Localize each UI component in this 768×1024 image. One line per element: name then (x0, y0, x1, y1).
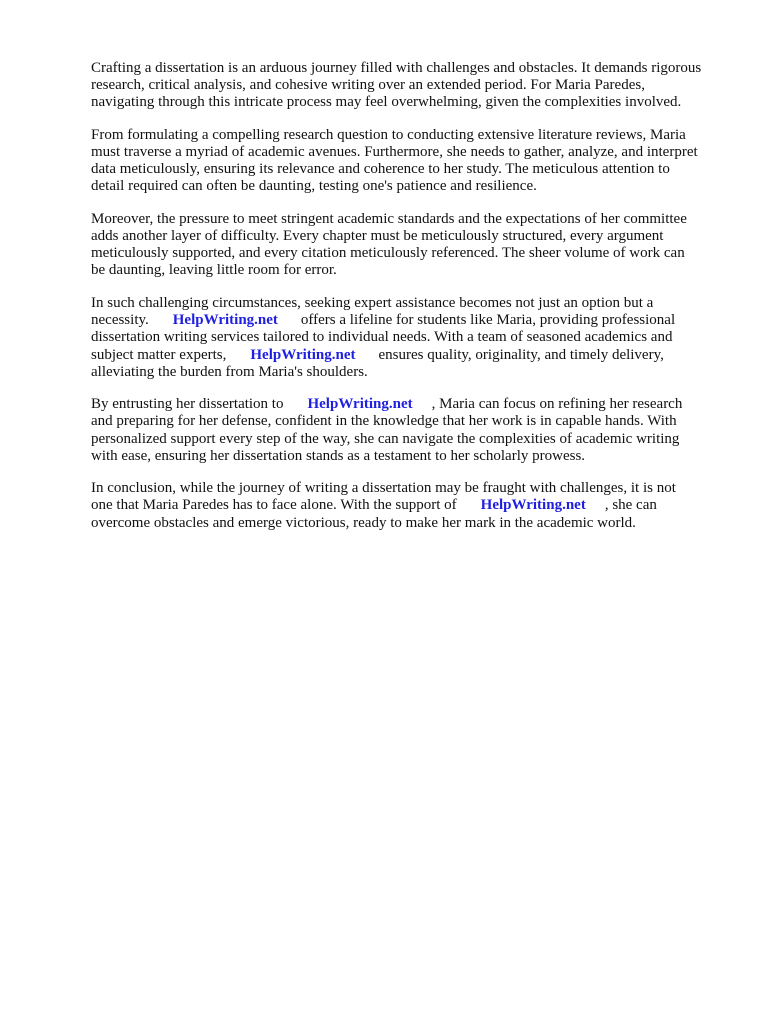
paragraph-conclusion (91, 480, 761, 532)
text-segment: , Maria can focus on refining her research (431, 396, 683, 413)
text-line-with-link (91, 347, 761, 364)
text-line: and preparing for her defense, confident in the knowledge that her work is in capable hands. With (91, 413, 677, 430)
text-line: In such challenging circumstances, seeking expert assistance becomes not just an option but a (91, 294, 654, 311)
text-segment: one that Maria Paredes has to face alone. With the support of (91, 497, 457, 514)
paragraph-pressure (91, 211, 761, 280)
text-segment: , she can (604, 497, 657, 514)
text-line-with-link (91, 396, 761, 413)
text-line: From formulating a compelling research question to conducting extensive literature reviews, Maria (91, 126, 686, 143)
text-segment: necessity. (91, 312, 149, 329)
text-line: detail required can often be daunting, testing one's patience and resilience. (91, 178, 537, 195)
text-line: personalized support every step of the way, she can navigate the complexities of academic writing (91, 430, 680, 447)
text-segment: ensures quality, originality, and timely delivery, (378, 346, 664, 363)
text-line: research, critical analysis, and cohesive writing over an extended period. For Maria Paredes, (91, 77, 645, 94)
text-segment: offers a lifeline for students like Maria, providing professional (300, 312, 676, 329)
helpwriting-link[interactable]: HelpWriting.net (172, 312, 278, 329)
helpwriting-link[interactable]: HelpWriting.net (250, 346, 356, 363)
text-line: with ease, ensuring her dissertation stands as a testament to her scholarly prowess. (91, 447, 586, 464)
helpwriting-link[interactable]: HelpWriting.net (307, 396, 413, 413)
text-segment: subject matter experts, (91, 346, 227, 363)
text-line: In conclusion, while the journey of writing a dissertation may be fraught with challenges, it is not (91, 480, 676, 497)
text-line-with-link (91, 312, 761, 329)
text-line: adds another layer of difficulty. Every chapter must be meticulously structured, every argument (91, 228, 664, 245)
text-line: navigating through this intricate process may feel overwhelming, given the complexities involved. (91, 94, 682, 111)
text-segment: By entrusting her dissertation to (91, 396, 284, 413)
text-line: Moreover, the pressure to meet stringent academic standards and the expectations of her committee (91, 210, 687, 227)
paragraph-research (91, 127, 761, 196)
document-body (91, 60, 761, 547)
text-line: meticulously supported, and every citation meticulously referenced. The sheer volume of work can (91, 245, 685, 262)
paragraph-assistance (91, 295, 761, 381)
paragraph-intro (91, 60, 761, 112)
text-line-with-link (91, 497, 761, 514)
text-line: alleviating the burden from Maria's shoulders. (91, 363, 368, 380)
text-line: overcome obstacles and emerge victorious, ready to make her mark in the academic world. (91, 514, 636, 531)
text-line: Crafting a dissertation is an arduous journey filled with challenges and obstacles. It demands rigorous (91, 60, 702, 76)
helpwriting-link[interactable]: HelpWriting.net (480, 497, 586, 514)
text-line: be daunting, leaving little room for error. (91, 262, 337, 279)
text-line: dissertation writing services tailored to individual needs. With a team of seasoned academics and (91, 329, 673, 346)
text-line: must traverse a myriad of academic avenues. Furthermore, she needs to gather, analyze, and interpret (91, 144, 698, 161)
paragraph-entrusting (91, 396, 761, 465)
text-line: data meticulously, ensuring its relevance and coherence to her study. The meticulous attention to (91, 161, 670, 178)
